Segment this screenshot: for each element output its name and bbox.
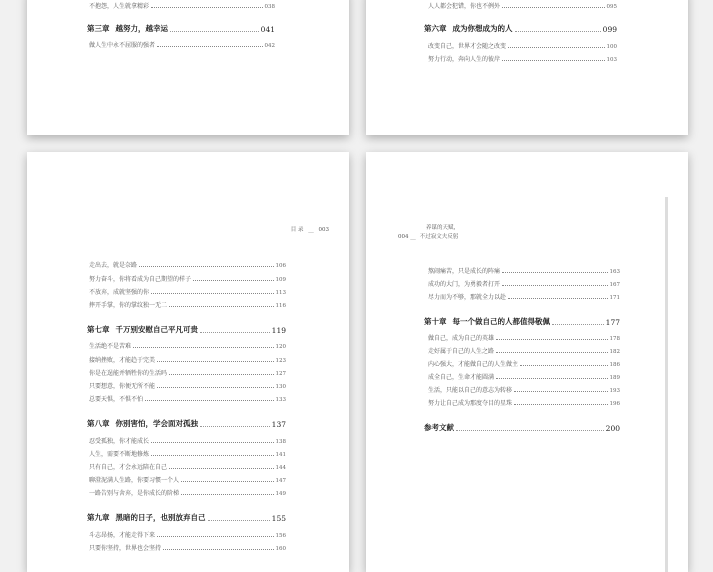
entry-title	[428, 54, 500, 63]
toc-entry-row	[89, 286, 286, 296]
entry-title-text: 努力行动，奔向人生的彼岸	[428, 56, 501, 63]
entry-title-text: 成全自己，生命才能圆满	[428, 374, 495, 381]
entry-title-text: 只要你坚持，世界也会坚持	[89, 545, 162, 552]
page-top-left	[27, 0, 349, 135]
page-number: 038	[264, 4, 275, 10]
entry-title	[89, 488, 179, 497]
page-number: 138	[275, 439, 286, 445]
entry-title-text: 只要想意，你便无所不能	[89, 383, 156, 390]
toc-chapter-row	[87, 323, 286, 335]
toc-entry-row	[89, 354, 286, 364]
toc-entry-row	[428, 53, 617, 63]
page-number: 156	[275, 533, 286, 539]
page-number: 106	[275, 263, 286, 269]
dot-leader	[169, 306, 273, 307]
toc-entry-row	[89, 367, 286, 377]
entry-title-text: 只有自己，才会永远陪在自己	[89, 464, 168, 471]
dot-leader	[157, 46, 262, 47]
entry-title-text: 走好属于自己的人生之路	[428, 348, 495, 355]
entry-title-text: 接纳挫败，才能趋于完美	[89, 357, 156, 364]
entry-title	[428, 266, 500, 275]
page-number: 149	[275, 491, 286, 497]
entry-title-text: 一路告别与舍弃，是你成长的阶梯	[89, 490, 180, 497]
dot-leader	[157, 387, 273, 388]
chapter-label: 第八章	[87, 419, 110, 428]
entry-title	[89, 300, 167, 309]
dot-leader	[514, 391, 607, 392]
toc-entry-row	[428, 265, 620, 275]
entry-title	[428, 385, 512, 394]
entry-title-text: 总要天惧，不惧不怕	[89, 396, 144, 403]
toc-entry-row	[89, 380, 286, 390]
page-number: 147	[275, 478, 286, 484]
page-number: 042	[264, 43, 275, 49]
entry-title-text: 忍受孤独，你才能成长	[89, 438, 150, 445]
chapter-label: 第三章	[87, 24, 110, 33]
dot-leader	[502, 285, 607, 286]
page-number: 133	[275, 397, 286, 403]
toc-entry-row	[89, 39, 275, 49]
dot-leader	[157, 361, 273, 362]
entry-title-text: 成功的大门，为勇毅者打开	[428, 281, 501, 288]
dot-leader	[169, 374, 273, 375]
chapter-title	[87, 324, 198, 335]
dot-leader	[139, 266, 273, 267]
dot-leader	[515, 31, 601, 32]
entry-title	[89, 394, 143, 403]
dot-leader	[200, 332, 270, 333]
page-number: 123	[275, 358, 286, 364]
chapter-title	[424, 316, 550, 327]
entry-title	[428, 359, 518, 368]
entry-title-text: 人生，需要不断地修炼	[89, 451, 150, 458]
running-header	[291, 225, 329, 233]
dot-leader	[496, 378, 607, 379]
toc-entry-row	[89, 448, 286, 458]
page-number: 182	[609, 349, 620, 355]
entry-title-text: 做人生中永不屈服的强者	[89, 42, 156, 49]
entry-title-text: 做自己，成为自己的英雄	[428, 335, 495, 342]
entry-title-text: 努力奋斗，你将看成为自己期望的样子	[89, 276, 192, 283]
entry-title-text: 改变自己，世界才会随之改变	[428, 43, 507, 50]
dot-leader	[456, 430, 604, 431]
toc-chapter-row	[424, 421, 620, 433]
page-number: 196	[609, 401, 620, 407]
page-number: 103	[606, 57, 617, 63]
page-number: 041	[260, 25, 275, 34]
entry-title	[89, 341, 131, 350]
page-number: 099	[602, 25, 617, 34]
toc-chapter-row	[424, 22, 617, 34]
toc-chapter-row	[424, 315, 620, 327]
toc-entry-row	[428, 291, 620, 301]
entry-title-text: 不抱怨，人生就拿精彩	[89, 3, 150, 10]
header-label: 目 录	[290, 227, 304, 233]
dot-leader	[508, 47, 604, 48]
entry-title-text: 斗志昂扬，才能走得下来	[89, 532, 156, 539]
entry-title-text: 尽力而为不够，那就全力以赴	[428, 294, 507, 301]
page-number: 130	[275, 384, 286, 390]
page-number: 193	[609, 388, 620, 394]
header-line-2: 不过寂文夫反躬	[419, 234, 459, 240]
page-number: 119	[271, 326, 286, 335]
entry-title	[89, 449, 149, 458]
entry-title	[89, 260, 137, 269]
book-edge	[665, 197, 668, 572]
entry-title	[89, 287, 149, 296]
entry-title	[89, 543, 161, 552]
toc-entry-row	[89, 435, 286, 445]
entry-title	[89, 40, 155, 49]
entry-title-text: 聊澄泥满人生路，你要习惯一个人	[89, 477, 180, 484]
entry-title-text: 熬闹痛苦，只是成长的阵痛	[428, 268, 501, 275]
dot-leader	[552, 324, 604, 325]
page-number: 160	[275, 546, 286, 552]
dot-leader	[151, 455, 273, 456]
chapter-title-text: 黑暗的日子，也别放弃自己	[115, 513, 206, 522]
chapter-title	[87, 512, 206, 523]
header-page-number: 004 __	[398, 234, 416, 240]
chapter-label: 第六章	[424, 24, 447, 33]
page-number: 186	[609, 362, 620, 368]
page-top-right	[366, 0, 688, 135]
toc-chapter-row	[87, 22, 275, 34]
dot-leader	[508, 298, 607, 299]
page-number: 137	[271, 420, 286, 429]
dot-leader	[181, 481, 273, 482]
header-separator: __	[308, 227, 314, 233]
chapter-label: 第十章	[424, 317, 447, 326]
toc-entry-row	[428, 397, 620, 407]
dot-leader	[208, 520, 270, 521]
entry-title	[428, 292, 506, 301]
page-number: 116	[275, 303, 286, 309]
dot-leader	[170, 31, 259, 32]
entry-title	[89, 274, 191, 283]
chapter-title-text: 成为你想成为的人	[452, 24, 513, 33]
page-number: 167	[609, 282, 620, 288]
page-number: 155	[271, 514, 286, 523]
toc-entry-row	[89, 474, 286, 484]
entry-title-text: 走出去，就是奈路	[89, 262, 138, 269]
dot-leader	[502, 272, 607, 273]
dot-leader	[496, 352, 607, 353]
entry-title	[89, 381, 155, 390]
page-number: 189	[609, 375, 620, 381]
page-number: 200	[605, 424, 620, 433]
dot-leader	[151, 7, 262, 8]
dot-leader	[151, 442, 273, 443]
chapter-title	[87, 23, 168, 34]
entry-title	[89, 355, 155, 364]
chapter-title-text: 每一个做自己的人都值得敬佩	[452, 317, 550, 326]
chapter-title-text: 你别害怕，学会面对孤独	[115, 419, 198, 428]
toc-entry-row	[89, 529, 286, 539]
chapter-title-text: 越努力，越幸运	[115, 24, 168, 33]
dot-leader	[151, 293, 273, 294]
toc-entry-row	[89, 393, 286, 403]
page-number: 109	[275, 277, 286, 283]
toc-entry-row	[89, 461, 286, 471]
page-number: 127	[275, 371, 286, 377]
chapter-title	[87, 418, 198, 429]
dot-leader	[163, 549, 273, 550]
page-number: 100	[606, 44, 617, 50]
dot-leader	[520, 365, 607, 366]
chapter-title-text: 参考文献	[424, 423, 454, 432]
toc-entry-row	[428, 371, 620, 381]
toc-entry-row	[89, 542, 286, 552]
page-number: 178	[609, 336, 620, 342]
dot-leader	[514, 404, 607, 405]
entry-title-text: 内心强大，才能做自己的人生做主	[428, 361, 519, 368]
entry-title-text: 人人都会犯错，你也不例外	[428, 3, 501, 10]
page-number: 171	[609, 295, 620, 301]
entry-title	[89, 436, 149, 445]
chapter-title	[424, 23, 513, 34]
toc-entry-row	[89, 0, 275, 10]
dot-leader	[181, 494, 273, 495]
entry-title	[428, 346, 494, 355]
page-bottom-right	[366, 152, 688, 572]
toc-chapter-row	[87, 417, 286, 429]
page-number: 141	[275, 452, 286, 458]
page-number: 144	[275, 465, 286, 471]
entry-title	[89, 462, 167, 471]
entry-title-text: 生活，只能以自己的意志为转移	[428, 387, 513, 394]
page-number: 163	[609, 269, 620, 275]
entry-title	[428, 41, 506, 50]
page-number: 113	[275, 290, 286, 296]
toc-entry-row	[428, 40, 617, 50]
header-line-1: 养谋的天赋，	[426, 225, 460, 231]
chapter-title	[424, 422, 454, 433]
toc-entry-row	[89, 487, 286, 497]
entry-title-text: 摔开手掌，你的掌纹独一无二	[89, 302, 168, 309]
entry-title	[428, 333, 494, 342]
entry-title	[428, 1, 500, 10]
dot-leader	[502, 7, 604, 8]
toc-chapter-row	[87, 511, 286, 523]
toc-entry-row	[428, 0, 617, 10]
dot-leader	[496, 339, 607, 340]
page-number: 120	[275, 344, 286, 350]
toc-entry-row	[428, 358, 620, 368]
dot-leader	[169, 468, 273, 469]
page-number: 177	[605, 318, 620, 327]
page-number: 095	[606, 4, 617, 10]
dot-leader	[193, 280, 273, 281]
toc-entry-row	[89, 299, 286, 309]
toc-entry-row	[428, 345, 620, 355]
dot-leader	[157, 536, 273, 537]
chapter-label: 第七章	[87, 325, 110, 334]
dot-leader	[145, 400, 273, 401]
dot-leader	[133, 347, 273, 348]
running-header	[398, 224, 459, 242]
entry-title	[89, 368, 167, 377]
toc-entry-row	[89, 259, 286, 269]
chapter-label: 第九章	[87, 513, 110, 522]
entry-title	[428, 372, 494, 381]
entry-title-text: 不放弃，成就坚强的你	[89, 289, 150, 296]
toc-entry-row	[428, 332, 620, 342]
dot-leader	[200, 426, 270, 427]
chapter-title-text: 千万别安慰自己平凡可贵	[115, 325, 198, 334]
toc-entry-row	[428, 384, 620, 394]
entry-title	[428, 398, 512, 407]
page-bottom-left	[27, 152, 349, 572]
entry-title-text: 生活绝不是苦难	[89, 343, 132, 350]
toc-entry-row	[428, 278, 620, 288]
header-page-number: 003	[318, 227, 329, 233]
entry-title-text: 努力让自己成为那度夺目的星珠	[428, 400, 513, 407]
entry-title	[428, 279, 500, 288]
entry-title	[89, 475, 179, 484]
entry-title	[89, 530, 155, 539]
toc-entry-row	[89, 340, 286, 350]
toc-entry-row	[89, 273, 286, 283]
dot-leader	[502, 60, 604, 61]
entry-title-text: 你是在逞能并牺牲你的生活吗	[89, 370, 168, 377]
entry-title	[89, 1, 149, 10]
